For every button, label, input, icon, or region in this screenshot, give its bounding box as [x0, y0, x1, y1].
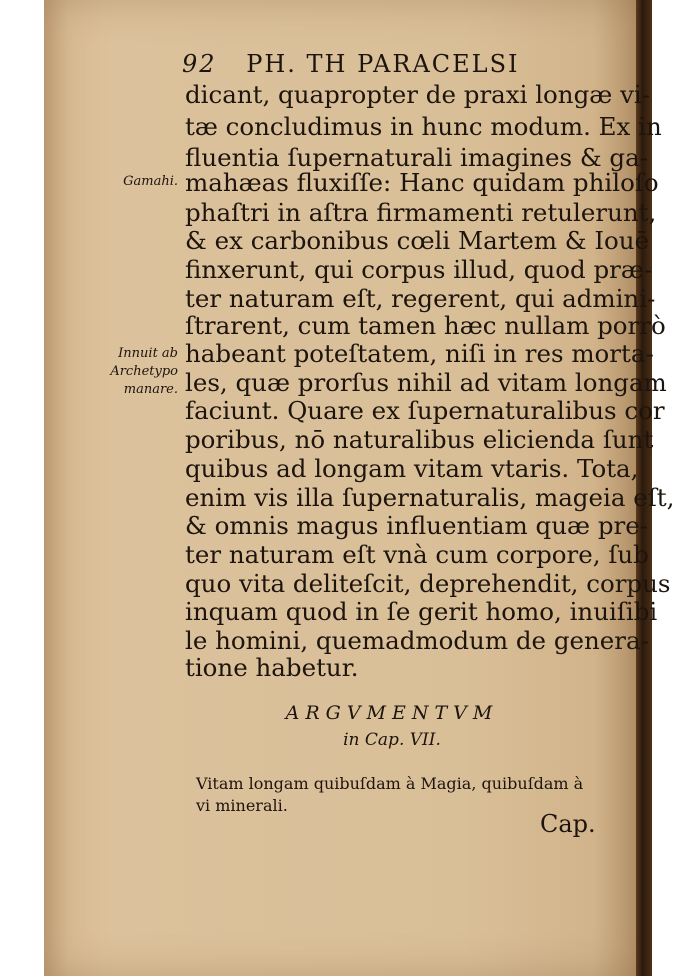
body-line: ter naturam eſt, regerent, qui admini- [185, 284, 656, 313]
margin-note-gamahi: Gamahi. [123, 174, 178, 189]
body-line: faciunt. Quare ex ſupernaturalibus cor [185, 396, 665, 425]
body-line: les, quæ prorſus nihil ad vitam longam [185, 368, 667, 397]
catchword: Cap. [540, 810, 596, 838]
body-line: dicant, quapropter de praxi longæ vi- [185, 80, 651, 109]
body-line: le homini, quemadmodum de genera- [185, 626, 649, 655]
page-number: 92 [182, 50, 217, 78]
body-line: quibus ad longam vitam vtaris. Tota, [185, 454, 639, 483]
body-line: phaſtri in aſtra firmamenti retulerunt, [185, 198, 657, 227]
body-line: inquam quod in ſe gerit homo, inuiſibi [185, 597, 658, 626]
margin-note-innuit: Innuit ab [118, 346, 178, 361]
body-line: & ex carbonibus cœli Martem & Iouē [185, 226, 650, 255]
body-line: poribus, nō naturalibus elicienda ſunt [185, 425, 654, 454]
body-line: ter naturam eſt vnà cum corpore, ſub [185, 540, 649, 569]
argument-summary-line: Vitam longam quibuſdam à Magia, quibuſdam à [196, 774, 584, 793]
margin-note-archetypo: Archetypo [110, 364, 178, 379]
body-line: enim vis illa ſupernaturalis, mageia eſt, [185, 483, 675, 512]
argument-summary-line: vi minerali. [196, 796, 288, 815]
argument-subheading: in Cap. VII. [343, 730, 441, 750]
body-line: tæ concludimus in hunc modum. Ex in [185, 112, 662, 141]
body-line: fluentia ſupernaturali imagines & ga- [185, 143, 648, 172]
body-line: ſtrarent, cum tamen hæc nullam porrò [185, 311, 666, 340]
running-title: PH. TH PARACELSI [246, 50, 520, 78]
body-line: habeant poteſtatem, niſi in res morta- [185, 339, 654, 368]
margin-note-manare: manare. [123, 382, 178, 397]
body-line: & omnis magus influentiam quæ pre- [185, 511, 648, 540]
body-line: quo vita deliteſcit, deprehendit, corpus [185, 569, 671, 598]
body-line: mahæas fluxiſſe: Hanc quidam philoſo [185, 168, 659, 197]
argument-heading: ARGVMENTVM [285, 702, 499, 724]
body-line: finxerunt, qui corpus illud, quod præ- [185, 255, 653, 284]
body-line: tione habetur. [185, 653, 359, 682]
